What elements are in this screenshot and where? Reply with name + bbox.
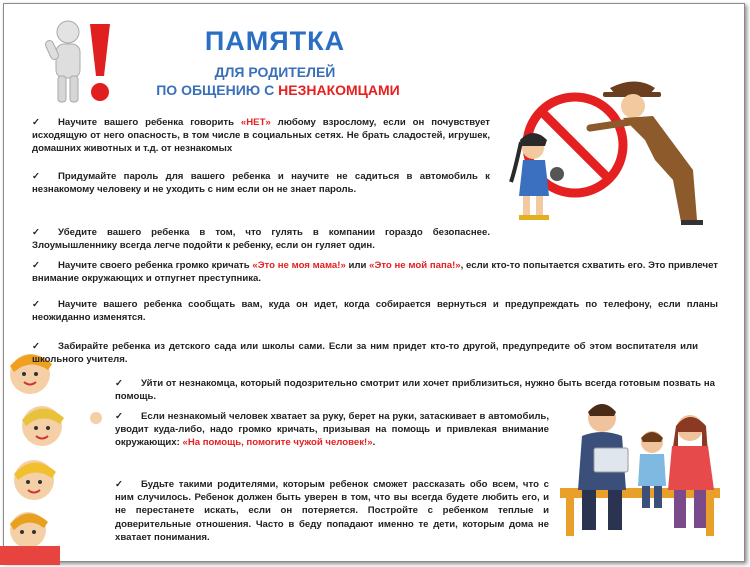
tip-4-text-mid: или: [345, 260, 370, 271]
check-icon: ✓: [32, 260, 41, 271]
check-icon: ✓: [32, 117, 41, 128]
stranger-child-illustration: [505, 70, 730, 230]
family-illustration: [560, 390, 725, 545]
check-icon: ✓: [32, 227, 41, 238]
check-icon: ✓: [32, 341, 41, 352]
tip-5: [32, 298, 718, 324]
tip-6: [32, 340, 698, 366]
children-illustration: [0, 340, 110, 565]
tip-8: [115, 410, 549, 450]
tip-5-text: Научите вашего ребенка сообщать вам, куда он идет, когда собирается вернуться и предупреждать по телефону, если планы неожиданно изменятся.: [32, 299, 718, 324]
tip-3-text: Убедите вашего ребенка в том, что гулять в компании гораздо безопаснее. Злоумышленнику всегда легче подойти к ребенку, если он гуляет один.: [32, 227, 490, 252]
check-icon: ✓: [32, 171, 41, 182]
tip-7: [115, 377, 715, 403]
tip-1-text-rest: любому взрослому, если он почувствует исходящую от него опасность, в том числе в социальных сетях. Не брать сладостей, игрушек, домашних животных и т.д. от незнакомых: [32, 117, 490, 155]
tip-1-text: Научите вашего ребенка говорить: [58, 117, 241, 128]
page-title: ПАМЯТКА: [204, 26, 346, 56]
check-icon: ✓: [115, 378, 124, 389]
tip-4-highlight: «Это не моя мама!»: [252, 260, 346, 271]
tip-2-text: Придумайте пароль для вашего ребенка и научите не садиться в автомобиль к незнакомому человеку и не уходить с ним если он не знает пароль.: [32, 171, 490, 196]
figure-exclamation-icon: [40, 10, 120, 110]
tip-8-text-rest: .: [372, 437, 376, 449]
tip-2: [32, 170, 490, 196]
check-icon: ✓: [115, 479, 124, 490]
tip-8-text: Если незнакомый человек хватает за руку, берет на руки, затаскивает в автомобиль, уводит куда-либо, надо громко кричать, призывая на помощь и привлекая внимание окружающих:: [115, 411, 549, 449]
tip-1-highlight: «НЕТ»: [240, 117, 271, 128]
tip-6-text: Забирайте ребенка из детского сада или школы сами. Если за ним придет кто-то другой, предупредите об этом воспитателя или школьного учителя.: [32, 341, 698, 366]
tip-9: [115, 478, 549, 544]
tip-3: [32, 226, 490, 252]
tip-4: [32, 259, 718, 285]
tip-1: [32, 116, 490, 156]
tip-8-highlight: «На помощь, помогите чужой человек!»: [182, 437, 373, 449]
check-icon: ✓: [115, 411, 124, 422]
page-subtitle: ДЛЯ РОДИТЕЛЕЙ: [214, 64, 336, 80]
tip-4-text-rest: , если кто-то попытается схватить его. Это привлечет внимание окружающих и отпугнет преступника.: [32, 260, 718, 285]
check-icon: ✓: [32, 299, 41, 310]
tip-4-text: Научите своего ребенка громко кричать: [58, 260, 253, 271]
subtitle-highlight: НЕЗНАКОМЦАМИ: [278, 82, 400, 98]
tip-4-highlight-2: «Это не мой папа!»: [369, 260, 461, 271]
tip-9-text: Будьте такими родителями, которым ребенок сможет рассказать обо всем, что с ним случилось. Ребенок должен быть уверен в том, что вы всегда будете любить его, и не перестанете искать, если он потеряется. Постройте с ребенком теплые и доверительные отношения. Часто в беду попадают именно те дети, которым дома не хватает понимания.: [115, 479, 549, 543]
page-subtitle-2: [118, 82, 438, 98]
subtitle-text: ПО ОБЩЕНИЮ С: [156, 82, 279, 98]
tip-7-text: Уйти от незнакомца, который подозрительно смотрит или хочет приблизиться, нужно быть всегда готовым позвать на помощь.: [115, 378, 715, 403]
